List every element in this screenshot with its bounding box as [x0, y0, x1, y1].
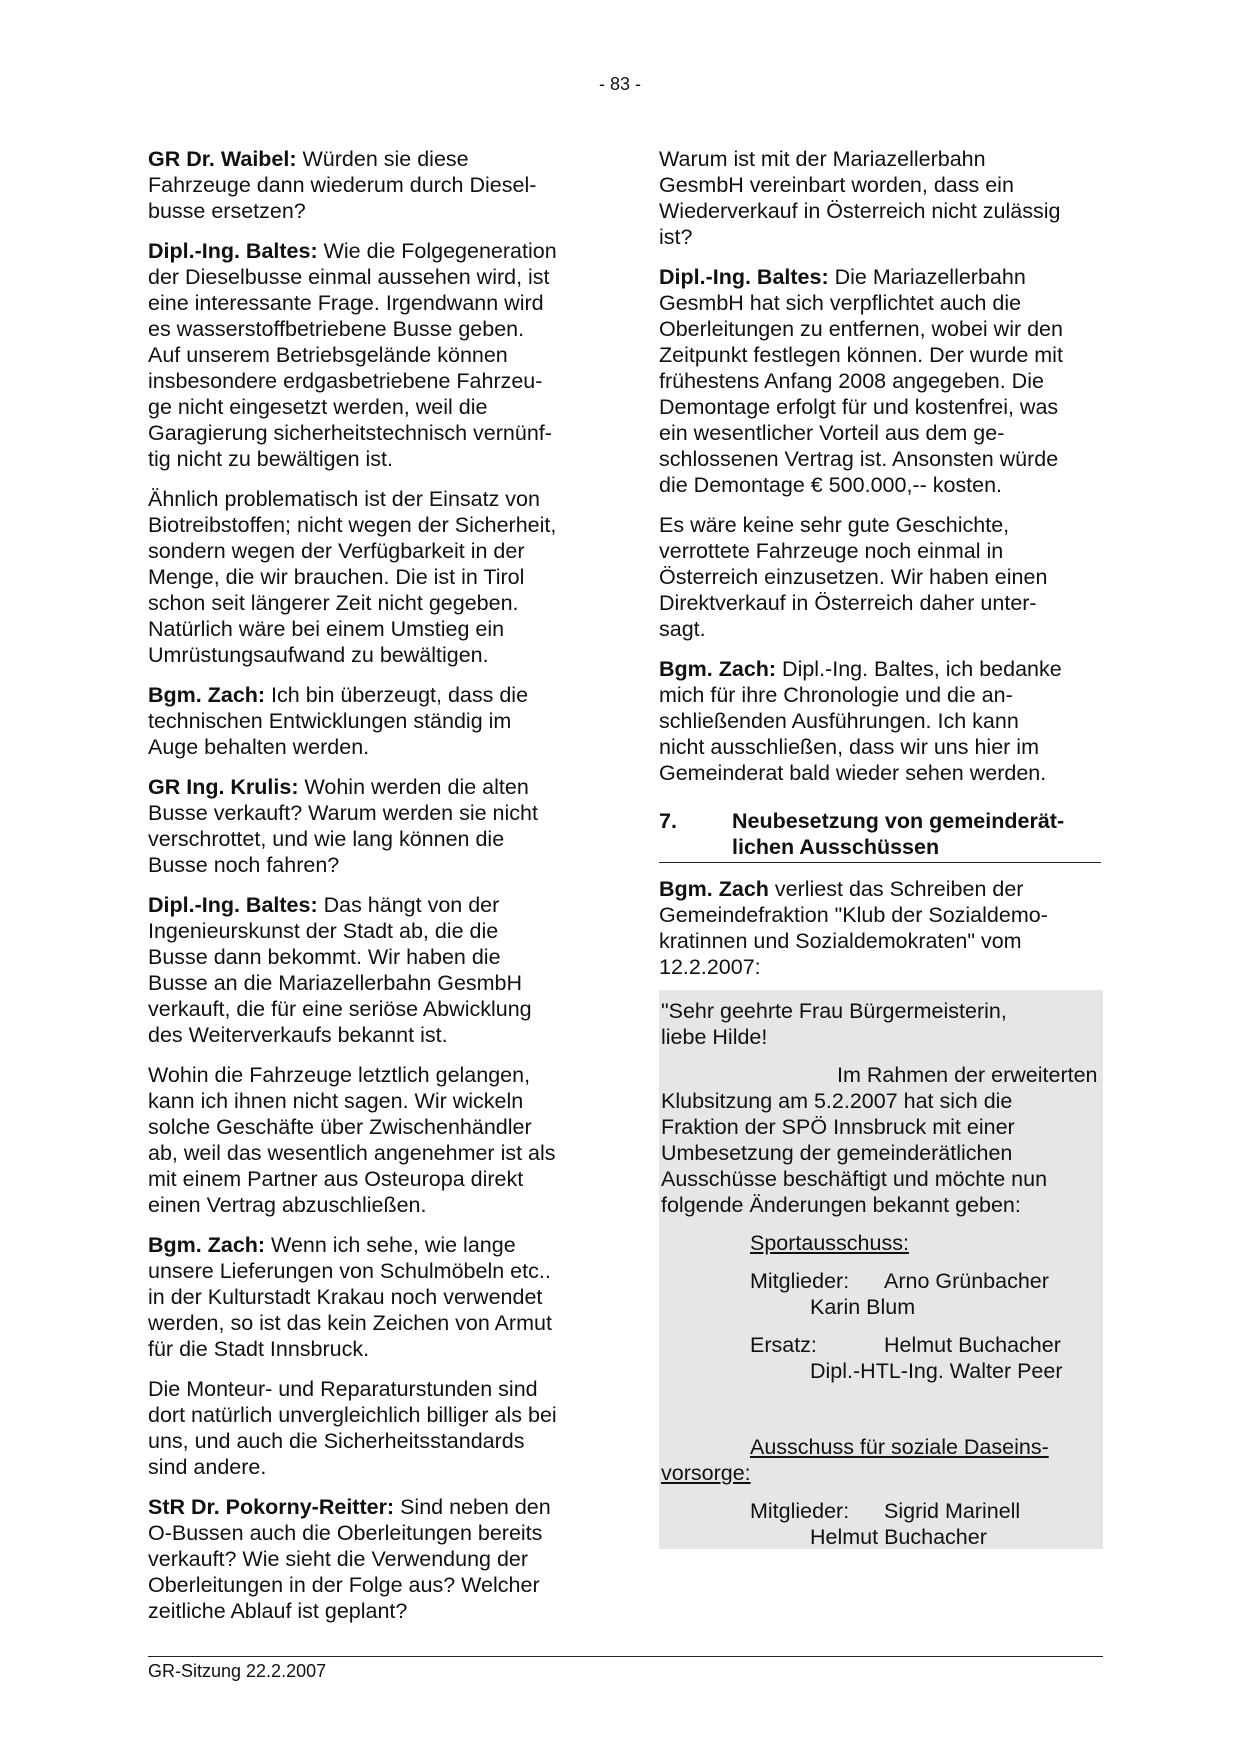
text-line: Ich bin überzeugt, dass die	[265, 683, 529, 707]
text-line: dort natürlich unvergleichlich billiger als bei	[148, 1403, 557, 1427]
text-line: kann ich ihnen nicht sagen. Wir wickeln	[148, 1089, 524, 1113]
text-line: für die Stadt Innsbruck.	[148, 1337, 370, 1361]
text-line: Sind neben den	[394, 1495, 551, 1519]
text-line: ein wesentlicher Vorteil aus dem ge-	[659, 421, 1005, 445]
right-paragraphs	[659, 146, 1101, 786]
text-line: Warum ist mit der Mariazellerbahn	[659, 147, 986, 171]
paragraph	[148, 892, 593, 1048]
paragraph	[148, 146, 593, 224]
speaker-name: GR Dr. Waibel:	[148, 147, 297, 171]
text-line: sind andere.	[148, 1455, 267, 1479]
paragraph	[148, 682, 593, 760]
speaker-name: Bgm. Zach:	[148, 1233, 266, 1257]
text-line: Österreich einzusetzen. Wir haben einen	[659, 565, 1048, 589]
speaker-name: Bgm. Zach:	[659, 657, 777, 681]
text-line: Wiederverkauf in Österreich nicht zulässig	[659, 199, 1061, 223]
text-line: Ähnlich problematisch ist der Einsatz von	[148, 487, 540, 511]
text-line: Fahrzeuge dann wiederum durch Diesel-	[148, 173, 537, 197]
paragraph	[148, 774, 593, 878]
text-line: O-Bussen auch die Oberleitungen bereits	[148, 1521, 543, 1545]
text-line: Auge behalten werden.	[148, 735, 370, 759]
letter-salutation: "Sehr geehrte Frau Bürgermeisterin, liebe Hilde!	[661, 999, 1007, 1049]
text-line: verkauft? Wie sieht die Verwendung der	[148, 1547, 529, 1571]
text-line: Busse verkauft? Warum werden sie nicht	[148, 801, 538, 825]
text-line: Das hängt von der	[317, 893, 500, 917]
speaker-name: Dipl.-Ing. Baltes:	[148, 893, 318, 917]
paragraph	[148, 1062, 593, 1218]
text-line: frühestens Anfang 2008 angegeben. Die	[659, 369, 1044, 393]
text-line: Busse an die Mariazellerbahn GesmbH	[148, 971, 523, 995]
section-title: Neubesetzung von gemeinderät- lichen Ausschüssen	[732, 809, 1065, 859]
text-line: Busse dann bekommt. Wir haben die	[148, 945, 501, 969]
text-line: eine interessante Frage. Irgendwann wird	[148, 291, 544, 315]
speaker-name: GR Ing. Krulis:	[148, 775, 299, 799]
text-line: tig nicht zu bewältigen ist.	[148, 447, 393, 471]
text-line: schon seit längerer Zeit nicht gegeben.	[148, 591, 519, 615]
text-line: Natürlich wäre bei einem Umstieg ein	[148, 617, 505, 641]
speaker-name: Dipl.-Ing. Baltes:	[659, 265, 829, 289]
paragraph	[659, 656, 1101, 786]
committee-sport-members: Mitglieder: Arno Grünbacher Karin Blum	[750, 1269, 1049, 1319]
section-heading	[659, 808, 1101, 863]
footer-text: GR-Sitzung 22.2.2007	[148, 1661, 327, 1681]
text-line: ge nicht eingesetzt werden, weil die	[148, 395, 488, 419]
text-line: in der Kulturstadt Krakau noch verwendet	[148, 1285, 543, 1309]
text-line: Oberleitungen in der Folge aus? Welcher	[148, 1573, 540, 1597]
text-line: schließenden Ausführungen. Ich kann	[659, 709, 1019, 733]
text-line: mich für ihre Chronologie und die an-	[659, 683, 1013, 707]
text-line: insbesondere erdgasbetriebene Fahrzeu-	[148, 369, 543, 393]
speaker-name: StR Dr. Pokorny-Reitter:	[148, 1495, 395, 1519]
section-number: 7.	[659, 809, 677, 833]
text-line: zeitliche Ablauf ist geplant?	[148, 1599, 408, 1623]
text-line: busse ersetzen?	[148, 199, 306, 223]
text-line: technischen Entwicklungen ständig im	[148, 709, 512, 733]
text-line: Oberleitungen zu entfernen, wobei wir den	[659, 317, 1063, 341]
text-line: uns, und auch die Sicherheitsstandards	[148, 1429, 525, 1453]
text-line: Wohin werden die alten	[298, 775, 529, 799]
section-intro: Bgm. Zach verliest das Schreiben der Gemeindefraktion "Klub der Sozialdemo- kratinnen und Sozialdemokraten" vom 12.2.2007:	[659, 877, 1048, 979]
text-line: Direktverkauf in Österreich daher unter-	[659, 591, 1037, 615]
text-line: die Demontage € 500.000,-- kosten.	[659, 473, 1003, 497]
text-line: unsere Lieferungen von Schulmöbeln etc..	[148, 1259, 551, 1283]
text-line: Ingenieurskunst der Stadt ab, die die	[148, 919, 499, 943]
text-line: ist?	[659, 225, 693, 249]
paragraph	[148, 238, 593, 472]
footer-divider	[148, 1656, 1103, 1657]
paragraph	[148, 1494, 593, 1624]
speaker-name: Dipl.-Ing. Baltes:	[148, 239, 318, 263]
page-number: - 83 -	[598, 74, 641, 94]
committee-social-members: Mitglieder: Sigrid Marinell Helmut Buchacher	[750, 1499, 1021, 1549]
paragraph	[659, 512, 1101, 642]
text-line: Würden sie diese	[296, 147, 469, 171]
committee-sport-substitutes: Ersatz: Helmut Buchacher Dipl.-HTL-Ing. Walter Peer	[750, 1333, 1063, 1383]
text-line: schlossenen Vertrag ist. Ansonsten würde	[659, 447, 1059, 471]
paragraph	[148, 1232, 593, 1362]
text-line: Busse noch fahren?	[148, 853, 340, 877]
paragraph	[148, 1376, 593, 1480]
right-column	[659, 146, 1101, 1549]
text-line: solche Geschäfte über Zwischenhändler	[148, 1115, 532, 1139]
text-line: Umrüstungsaufwand zu bewältigen.	[148, 643, 489, 667]
paragraph	[659, 146, 1101, 250]
speaker-name: Bgm. Zach:	[148, 683, 266, 707]
text-line: es wasserstoffbetriebene Busse geben.	[148, 317, 525, 341]
text-line: GesmbH hat sich verpflichtet auch die	[659, 291, 1022, 315]
text-line: der Dieselbusse einmal aussehen wird, ist	[148, 265, 550, 289]
text-line: sondern wegen der Verfügbarkeit in der	[148, 539, 525, 563]
text-line: GesmbH vereinbart worden, dass ein	[659, 173, 1014, 197]
text-line: des Weiterverkaufs bekannt ist.	[148, 1023, 448, 1047]
text-line: Biotreibstoffen; nicht wegen der Sicherheit,	[148, 513, 557, 537]
text-line: Wohin die Fahrzeuge letztlich gelangen,	[148, 1063, 531, 1087]
text-line: werden, so ist das kein Zeichen von Armut	[148, 1311, 552, 1335]
paragraph	[659, 264, 1101, 498]
text-line: Demontage erfolgt für und kostenfrei, was	[659, 395, 1059, 419]
quoted-letter	[659, 990, 1103, 1549]
text-line: Zeitpunkt festlegen können. Der wurde mit	[659, 343, 1063, 367]
text-line: nicht ausschließen, dass wir uns hier im	[659, 735, 1039, 759]
committee-social-title: Ausschuss für soziale Daseins- vorsorge:	[661, 1435, 1049, 1485]
text-line: einen Vertrag abzuschließen.	[148, 1193, 427, 1217]
text-line: Es wäre keine sehr gute Geschichte,	[659, 513, 1010, 537]
text-line: Die Mariazellerbahn	[828, 265, 1026, 289]
text-line: Auf unserem Betriebsgelände können	[148, 343, 508, 367]
text-line: Gemeinderat bald wieder sehen werden.	[659, 761, 1047, 785]
text-line: Garagierung sicherheitstechnisch vernünf-	[148, 421, 552, 445]
text-line: sagt.	[659, 617, 706, 641]
text-line: ab, weil das wesentlich angenehmer ist als	[148, 1141, 556, 1165]
paragraph	[148, 486, 593, 668]
text-line: mit einem Partner aus Osteuropa direkt	[148, 1167, 524, 1191]
text-line: verkauft, die für eine seriöse Abwicklung	[148, 997, 532, 1021]
left-column	[148, 146, 593, 1638]
text-line: Die Monteur- und Reparaturstunden sind	[148, 1377, 538, 1401]
text-line: Wenn ich sehe, wie lange	[265, 1233, 516, 1257]
text-line: verschrottet, und wie lang können die	[148, 827, 505, 851]
committee-sport-title: Sportausschuss:	[750, 1231, 909, 1255]
letter-body: Im Rahmen der erweiterten Klubsitzung am 5.2.2007 hat sich die Fraktion der SPÖ Innsbruck mit einer Umbesetzung der gemeinderätlichen Ausschüsse beschäftigt und möchte nun folgende Änderungen bekannt geben:	[661, 1063, 1098, 1217]
text-line: Wie die Folgegeneration	[317, 239, 557, 263]
text-line: verrottete Fahrzeuge noch einmal in	[659, 539, 1004, 563]
text-line: Menge, die wir brauchen. Die ist in Tirol	[148, 565, 525, 589]
text-line: Dipl.-Ing. Baltes, ich bedanke	[776, 657, 1062, 681]
